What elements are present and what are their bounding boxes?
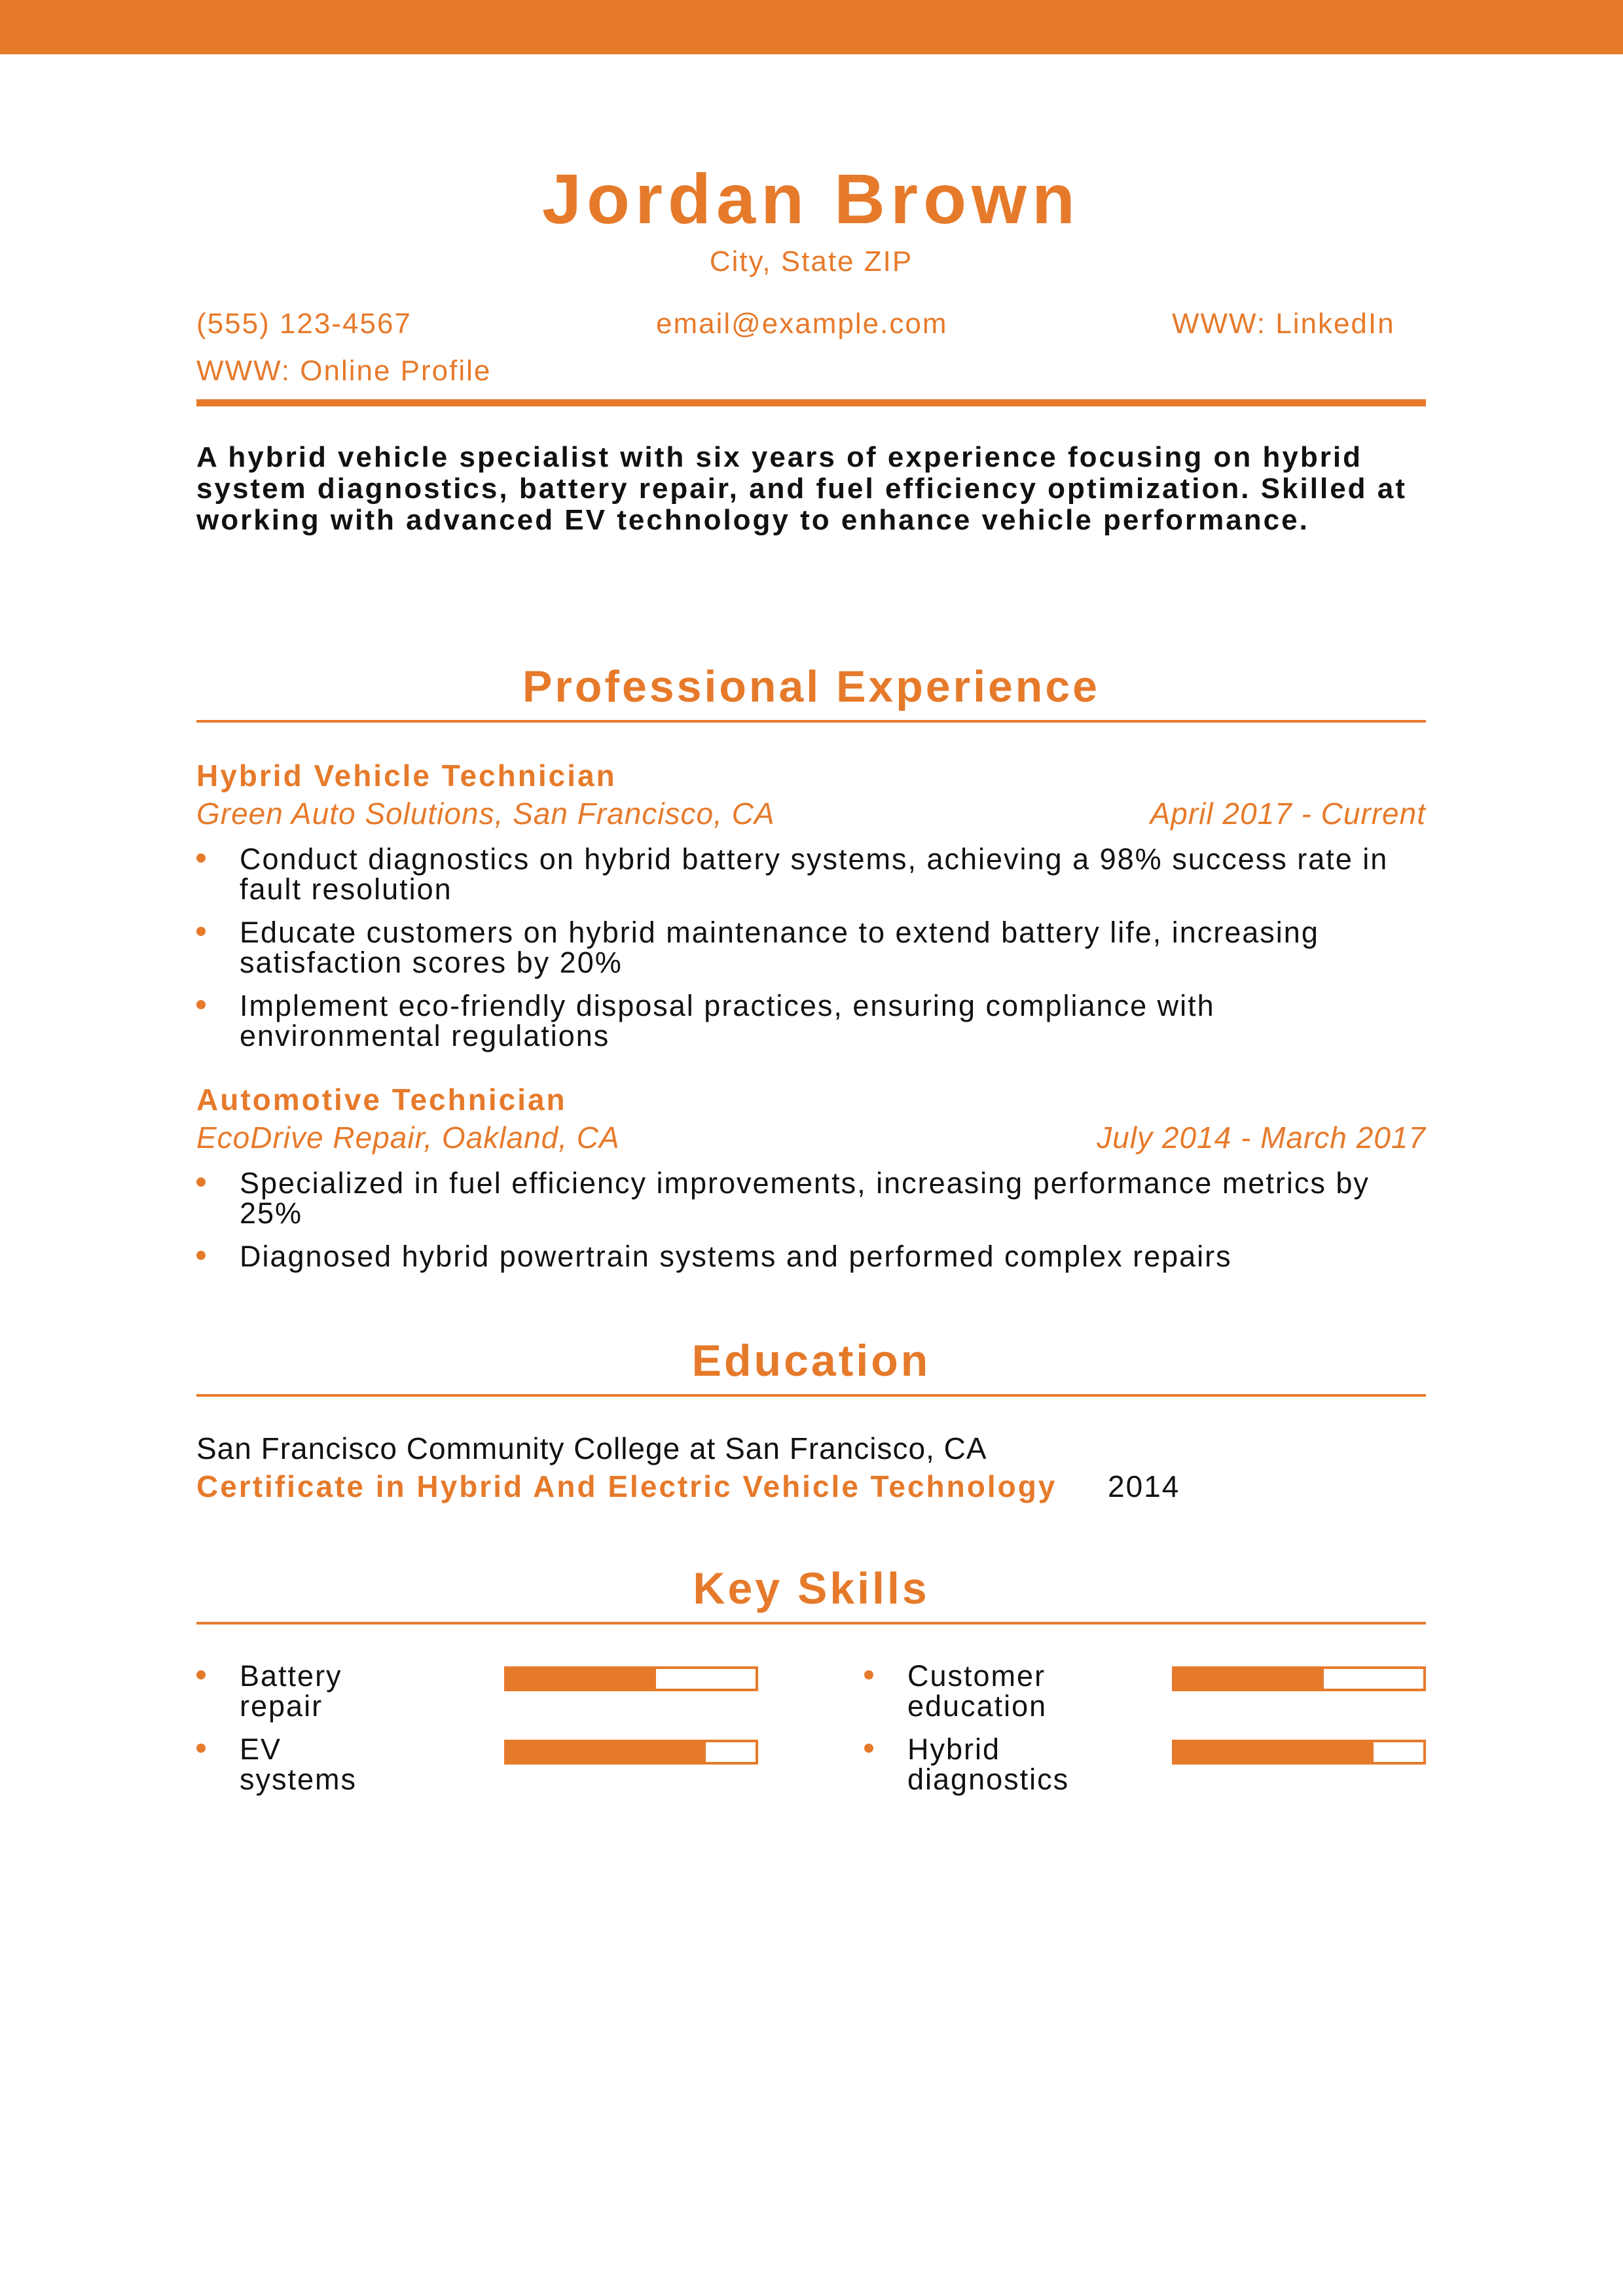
professional-summary: A hybrid vehicle specialist with six years of experience focusing on hybrid system diagnostics, battery repair, and fuel efficiency optimization. Skilled at working with advanced EV technology to enhance vehicle performance. [196,441,1407,536]
section-title-skills: Key Skills [693,1564,930,1613]
section-title-education: Education [691,1336,931,1386]
bullet-icon [196,927,206,936]
education-divider [196,1394,1426,1397]
skill-level-fill [1175,1742,1374,1762]
bullet-icon [864,1744,873,1753]
job-title: Automotive Technician [196,1083,567,1117]
skills-divider [196,1622,1426,1624]
job-company: EcoDrive Repair, Oakland, CA [196,1121,620,1155]
contact-phone[interactable]: (555) 123-4567 [196,308,412,340]
bullet-icon [196,853,206,863]
experience-divider [196,720,1426,723]
education-school: San Francisco Community College at San Francisco, CA [196,1431,987,1465]
skill-level-bar [1172,1666,1426,1691]
job-dates: July 2014 - March 2017 [1097,1121,1426,1155]
skill-level-fill [507,1742,706,1762]
skill-label: Battery repair [240,1659,342,1723]
section-title-experience: Professional Experience [522,662,1100,711]
education-certificate: Certificate in Hybrid And Electric Vehicle Technology [196,1469,1057,1503]
skill-label: Customer education [907,1659,1048,1723]
education-year: 2014 [1108,1469,1180,1503]
job-title: Hybrid Vehicle Technician [196,759,617,793]
bullet-icon [196,1177,206,1187]
top-accent-bar [0,0,1623,54]
job-company-line [196,798,1426,829]
skill-level-bar [504,1740,758,1765]
job-company-line [196,1122,1426,1153]
bullet-icon [196,1744,206,1753]
bullet-icon [196,1670,206,1679]
skill-level-fill [1175,1669,1324,1689]
skill-level-fill [507,1669,656,1689]
skill-item [864,1734,1453,1806]
skill-label: EV systems [240,1732,357,1796]
contact-online-profile[interactable]: WWW: Online Profile [196,355,492,387]
bullet-icon [196,1000,206,1009]
job-company: Green Auto Solutions, San Francisco, CA [196,797,775,831]
skill-item [864,1661,1453,1733]
header-divider [196,399,1426,406]
candidate-location: City, State ZIP [709,245,913,278]
job-dates: April 2017 - Current [1150,797,1426,831]
skill-item [196,1734,786,1806]
skill-level-bar [1172,1740,1426,1765]
skill-label: Hybrid diagnostics [907,1732,1070,1796]
bullet-icon [864,1670,873,1679]
candidate-name: Jordan Brown [541,159,1081,238]
contact-linkedin[interactable]: WWW: LinkedIn [1172,308,1395,340]
skill-level-bar [504,1666,758,1691]
skill-item [196,1661,786,1733]
contact-email[interactable]: email@example.com [656,308,948,340]
bullet-icon [196,1251,206,1260]
